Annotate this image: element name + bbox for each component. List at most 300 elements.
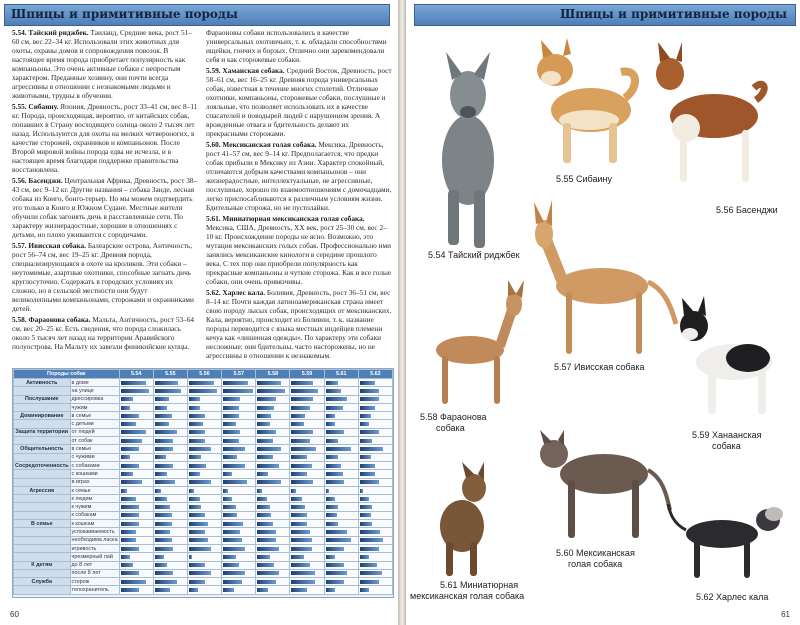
rating-cell (290, 461, 324, 469)
rating-cell (153, 569, 187, 577)
rating-bar (326, 505, 338, 509)
rating-cell (256, 395, 290, 403)
rating-bar (155, 397, 169, 401)
rating-cell (153, 520, 187, 528)
table-breed-header: 5.61 (324, 370, 358, 379)
rating-bar (155, 505, 171, 509)
rating-bar (291, 414, 305, 418)
rating-bar (223, 389, 253, 393)
table-row (14, 578, 393, 586)
rating-bar (257, 381, 280, 385)
rating-bar (121, 522, 140, 526)
rating-cell (153, 470, 187, 478)
rating-bar (223, 580, 242, 584)
table-row (14, 437, 393, 445)
breed-entry-name: 5.55. Сибаину. (12, 102, 61, 111)
rating-bar (189, 530, 205, 534)
rating-cell (358, 503, 392, 511)
thai-ridgeback-photo (416, 40, 526, 255)
rating-cell (290, 453, 324, 461)
table-breed-header: 5.55 (153, 370, 187, 379)
rating-cell (358, 578, 392, 586)
rating-bar (223, 538, 242, 542)
page-number-right: 61 (781, 610, 790, 619)
rating-cell (256, 453, 290, 461)
mexican-hairless-photo (524, 430, 674, 545)
table-row (14, 520, 393, 528)
rating-cell (187, 495, 221, 503)
rating-bar (155, 538, 172, 542)
rating-cell (256, 379, 290, 387)
rating-cell (222, 578, 256, 586)
rating-bar (360, 472, 376, 476)
rating-bar (360, 497, 369, 501)
rating-bar (223, 430, 240, 434)
rating-bar (189, 414, 205, 418)
rating-bar (291, 497, 302, 501)
rating-cell (222, 586, 256, 594)
hairless-kala-photo (664, 494, 794, 584)
caption-mexican-hairless-2: голая собака (568, 559, 623, 569)
rating-bar (326, 480, 345, 484)
rating-bar (189, 489, 194, 493)
rating-bar (155, 513, 172, 517)
level-cell: сторож (70, 578, 119, 586)
rating-cell (222, 486, 256, 494)
rating-bar (189, 447, 211, 451)
rating-bar (360, 538, 383, 542)
rating-bar (326, 555, 335, 559)
rating-bar (121, 547, 140, 551)
trait-cell (14, 528, 71, 536)
rating-cell (153, 428, 187, 436)
rating-bar (223, 414, 239, 418)
table-breed-header: 5.62 (358, 370, 392, 379)
rating-cell (153, 420, 187, 428)
rating-cell (324, 470, 358, 478)
rating-bar (155, 464, 174, 468)
rating-cell (358, 561, 392, 569)
rating-bar (360, 580, 379, 584)
table-row (14, 403, 393, 411)
right-page-title: Шпицы и примитивные породы (560, 7, 787, 21)
breed-entry-text: Центральная Африка, Древность, рост 38–43 см, вес 9–12 кг. Другие названия – собака Занде, лесная собака из Конго, бонго-терьер. Но мы можем подтвердить это только в Конго и Южном Судане. Местные жители обучили собак загонять дичь в расставленные сети. По характеру жизнерадостные, хорошие в отношениях с детьми, но плохо уживаются с сородичами. (12, 176, 198, 239)
right-page-header (414, 4, 796, 26)
rating-bar (326, 455, 338, 459)
rating-cell (119, 387, 153, 395)
rating-cell (290, 403, 324, 411)
trait-cell: Защита территории (15, 429, 69, 436)
level-cell: к чужим (70, 503, 119, 511)
rating-cell (119, 528, 153, 536)
level-cell: после 8 лет (70, 569, 119, 577)
rating-cell (324, 536, 358, 544)
rating-bar (360, 489, 363, 493)
rating-cell (119, 544, 153, 552)
rating-cell (324, 569, 358, 577)
trait-cell (14, 569, 71, 577)
rating-cell (256, 569, 290, 577)
rating-bar (121, 571, 140, 575)
breed-entry-name: 5.61. Миниатюрная мексиканская голая собака. (206, 214, 365, 223)
rating-cell (222, 470, 256, 478)
rating-bar (326, 430, 345, 434)
rating-bar (223, 455, 237, 459)
rating-cell (119, 536, 153, 544)
rating-bar (155, 588, 171, 592)
rating-cell (290, 478, 324, 486)
rating-cell (187, 453, 221, 461)
table-row (14, 561, 393, 569)
rating-cell (222, 412, 256, 420)
table-row (14, 511, 393, 519)
breed-entry (206, 66, 392, 138)
rating-bar (223, 480, 246, 484)
rating-cell (153, 553, 187, 561)
rating-cell (324, 437, 358, 445)
breed-characteristics-table (12, 368, 394, 598)
rating-bar (257, 397, 276, 401)
rating-cell (358, 511, 392, 519)
rating-bar (291, 430, 313, 434)
table-row (14, 495, 393, 503)
breed-entry (206, 288, 392, 360)
caption-mexican-hairless-1: 5.60 Мексиканская (556, 548, 635, 558)
level-cell: чужим (70, 403, 119, 411)
rating-cell (358, 395, 392, 403)
rating-bar (326, 530, 348, 534)
level-cell: на улице (70, 387, 119, 395)
rating-cell (290, 395, 324, 403)
rating-bar (360, 397, 379, 401)
rating-bar (155, 555, 164, 559)
rating-bar (189, 513, 205, 517)
rating-cell (222, 445, 256, 453)
rating-cell (119, 569, 153, 577)
rating-cell (153, 453, 187, 461)
rating-cell (222, 478, 256, 486)
rating-cell (290, 437, 324, 445)
rating-cell (358, 403, 392, 411)
rating-cell (324, 511, 358, 519)
rating-cell (119, 553, 153, 561)
level-cell: к собакам (70, 511, 119, 519)
rating-bar (155, 389, 181, 393)
rating-bar (360, 588, 369, 592)
rating-bar (121, 505, 140, 509)
breed-entry (12, 102, 198, 174)
rating-cell (153, 511, 187, 519)
rating-bar (155, 430, 177, 434)
rating-cell (290, 561, 324, 569)
caption-ibizan-hound: 5.57 Ивисская собака (554, 362, 645, 372)
rating-cell (187, 553, 221, 561)
rating-cell (187, 486, 221, 494)
rating-bar (257, 406, 274, 410)
basenji-photo (644, 38, 774, 198)
rating-cell (358, 428, 392, 436)
rating-bar (257, 522, 273, 526)
table-row (14, 420, 393, 428)
rating-bar (223, 588, 234, 592)
rating-bar (189, 522, 208, 526)
rating-cell (153, 395, 187, 403)
rating-bar (326, 547, 345, 551)
rating-cell (119, 395, 153, 403)
rating-bar (291, 472, 307, 476)
rating-bar (257, 530, 276, 534)
rating-bar (257, 447, 280, 451)
rating-cell (358, 536, 392, 544)
trait-cell (14, 553, 71, 561)
table-row (14, 536, 393, 544)
rating-bar (326, 580, 345, 584)
rating-bar (291, 555, 303, 559)
rating-cell (256, 437, 290, 445)
rating-bar (360, 464, 376, 468)
rating-bar (360, 406, 376, 410)
rating-bar (326, 414, 335, 418)
table-row (14, 486, 393, 494)
rating-bar (121, 538, 137, 542)
level-cell: от собак (70, 437, 119, 445)
breed-entry-name: 5.57. Ивисская собака. (12, 241, 88, 250)
rating-bar (257, 563, 274, 567)
rating-bar (155, 522, 172, 526)
rating-bar (121, 580, 146, 584)
rating-cell (222, 536, 256, 544)
rating-cell (358, 495, 392, 503)
rating-bar (189, 455, 201, 459)
rating-cell (324, 561, 358, 569)
rating-bar (291, 480, 313, 484)
rating-cell (187, 445, 221, 453)
table-row (14, 461, 393, 469)
rating-bar (189, 422, 203, 426)
rating-bar (360, 414, 371, 418)
rating-cell (119, 578, 153, 586)
trait-cell: В семье (14, 520, 71, 528)
level-cell: от людей (70, 428, 119, 436)
rating-cell (119, 511, 153, 519)
rating-cell (119, 520, 153, 528)
rating-cell (324, 586, 358, 594)
rating-cell (358, 420, 392, 428)
rating-cell (187, 420, 221, 428)
rating-cell (222, 520, 256, 528)
rating-bar (189, 464, 206, 468)
rating-bar (155, 497, 167, 501)
rating-cell (324, 461, 358, 469)
rating-cell (358, 453, 392, 461)
rating-bar (257, 480, 280, 484)
rating-bar (155, 455, 166, 459)
rating-cell (290, 486, 324, 494)
rating-bar (326, 464, 342, 468)
rating-cell (119, 561, 153, 569)
rating-bar (189, 580, 205, 584)
rating-bar (189, 588, 198, 592)
rating-bar (257, 489, 262, 493)
rating-cell (187, 578, 221, 586)
caption-miniature-mexican-hairless-1: 5.61 Миниатюрная (440, 580, 519, 590)
rating-bar (326, 497, 335, 501)
left-page-title: Шпицы и примитивные породы (11, 7, 238, 21)
rating-bar (326, 397, 348, 401)
rating-cell (256, 520, 290, 528)
rating-cell (119, 445, 153, 453)
rating-bar (223, 505, 235, 509)
trait-cell: Общительность (14, 445, 71, 453)
rating-bar (121, 489, 127, 493)
rating-bar (155, 447, 174, 451)
level-cell: в семье (70, 445, 119, 453)
text-column-1 (12, 28, 198, 353)
rating-cell (256, 403, 290, 411)
rating-cell (324, 387, 358, 395)
breed-entry-text: Балеарские острова, Античность, рост 56–74 см, вес 19–25 кг. Древняя порода, специализирующаяся в охоте на кроликов. Эти собаки – неутомимые, азартные охотники, способные загнать дичь круглосуточно. Содержать в городских условиях их сложно, но в сельской местности они будут великолепными компаньонами, сторожами и охранниками детей. (12, 241, 194, 313)
breed-entry-text: Мексика, Древность, рост 41–57 см, вес 9–14 кг. Предполагается, что предки собак прибыли в Мексику из Азии. Характер спокойный, отличаются добрым качествами компаньонов – они жизнерадостные, интеллектуальные, не агрессивные, послушные, хорошо по взаимоотношениям с домочадцами, легко приспосабливаются к различным условиям жизни. Бдительные сторожа, но не пустолайки. (206, 140, 392, 212)
rating-cell (187, 412, 221, 420)
rating-cell (256, 578, 290, 586)
rating-bar (291, 513, 307, 517)
trait-cell: Активность (14, 379, 71, 387)
table-header-label: Породы собак (14, 370, 120, 379)
trait-cell: К детям (14, 561, 71, 569)
table-row (14, 503, 393, 511)
rating-bar (326, 381, 338, 385)
level-cell: в семье (70, 412, 119, 420)
trait-cell: Агрессия (14, 486, 71, 494)
trait-cell (14, 478, 71, 486)
rating-cell (324, 520, 358, 528)
rating-cell (290, 412, 324, 420)
rating-bar (360, 430, 379, 434)
rating-cell (324, 495, 358, 503)
rating-cell (358, 445, 392, 453)
rating-bar (291, 489, 296, 493)
level-cell: с чужими (70, 453, 119, 461)
rating-bar (257, 580, 276, 584)
table-row (14, 586, 393, 594)
rating-bar (121, 513, 140, 517)
rating-bar (189, 571, 211, 575)
rating-cell (222, 420, 256, 428)
table-row (14, 544, 393, 552)
rating-bar (121, 455, 130, 459)
rating-cell (187, 428, 221, 436)
breed-entry (206, 140, 392, 212)
rating-bar (121, 397, 133, 401)
caption-canaan-dog-1: 5.59 Ханаанская (692, 430, 762, 440)
rating-cell (256, 461, 290, 469)
level-cell: с собаками (70, 461, 119, 469)
rating-cell (290, 470, 324, 478)
rating-bar (121, 406, 130, 410)
rating-cell (358, 486, 392, 494)
breed-entry-text: Средний Восток, Древность, рост 58–61 см, вес 16–25 кг. Древняя порода универсальных собак, известная в течение многих столетий. Отличные охотники, компаньоны, сторожевые собаки, послушные и лояльные, что позволяет использовать их в качестве спасателей и поводырей людей с нарушением зрения. А врожденные отвага и бдительность делают их прекрасными сторожами. (206, 66, 392, 138)
rating-cell (290, 586, 324, 594)
canaan-dog-photo (668, 296, 788, 426)
rating-bar (189, 406, 200, 410)
rating-bar (257, 389, 285, 393)
rating-cell (222, 503, 256, 511)
rating-cell (358, 553, 392, 561)
shiba-photo (521, 28, 641, 178)
rating-bar (121, 530, 137, 534)
trait-cell (14, 420, 71, 428)
rating-cell (153, 412, 187, 420)
breed-entry (206, 214, 392, 286)
rating-bar (223, 563, 239, 567)
rating-bar (326, 422, 335, 426)
rating-bar (189, 381, 214, 385)
rating-cell (358, 528, 392, 536)
breed-entry-text: Фараоновы собаки использовались в качестве универсальных охотничьих, т. к. обладали способностями ищейки, гончих и борзых. Отлично они зарекомендовали себя и как сторожевые собаки. (206, 28, 387, 64)
rating-bar (223, 472, 232, 476)
rating-bar (291, 580, 314, 584)
breed-entry-text: Таиланд, Средние века, рост 51–60 см, вес 22–34 кг. Использовали этих животных для охоты, охраны домов и сопровождения повозок. В настоящее время порода приобретает популярность как компаньоны. Это очень активные собаки с непростым характером. Преданные хозяину, они почти всегда агрессивны в отношении с незнакомыми людьми и животными, трудны в обучении. (12, 28, 192, 100)
rating-cell (119, 420, 153, 428)
rating-bar (360, 563, 377, 567)
rating-cell (119, 453, 153, 461)
breed-table (13, 369, 393, 595)
breed-entry (12, 176, 198, 239)
rating-bar (360, 389, 379, 393)
rating-bar (189, 397, 200, 401)
rating-bar (291, 381, 313, 385)
rating-bar (326, 472, 343, 476)
table-row (14, 569, 393, 577)
rating-cell (358, 379, 392, 387)
rating-bar (189, 389, 217, 393)
rating-bar (360, 530, 380, 534)
rating-cell (119, 428, 153, 436)
rating-bar (360, 480, 379, 484)
right-page (406, 0, 800, 625)
rating-cell (324, 395, 358, 403)
level-cell: успокаиваемость (70, 528, 119, 536)
rating-bar (257, 497, 266, 501)
rating-bar (326, 538, 351, 542)
rating-cell (222, 461, 256, 469)
rating-cell (324, 420, 358, 428)
rating-cell (153, 536, 187, 544)
rating-cell (119, 586, 153, 594)
trait-cell: Доминирование (14, 412, 71, 420)
rating-bar (360, 522, 372, 526)
table-row (14, 528, 393, 536)
caption-basenji: 5.56 Басенджи (716, 205, 778, 215)
trait-cell (14, 586, 71, 594)
rating-cell (187, 511, 221, 519)
trait-cell (14, 387, 71, 395)
rating-bar (326, 571, 348, 575)
level-cell: с детьми (70, 420, 119, 428)
ibizan-hound-photo (526, 200, 686, 365)
rating-cell (256, 412, 290, 420)
level-cell: дрессировка (70, 395, 119, 403)
rating-bar (223, 522, 243, 526)
rating-bar (189, 439, 205, 443)
rating-bar (223, 547, 245, 551)
rating-cell (358, 520, 392, 528)
caption-shiba: 5.55 Сибаину (556, 174, 612, 184)
left-page (0, 0, 398, 625)
rating-bar (360, 547, 379, 551)
breed-entry (206, 28, 392, 64)
rating-cell (222, 544, 256, 552)
